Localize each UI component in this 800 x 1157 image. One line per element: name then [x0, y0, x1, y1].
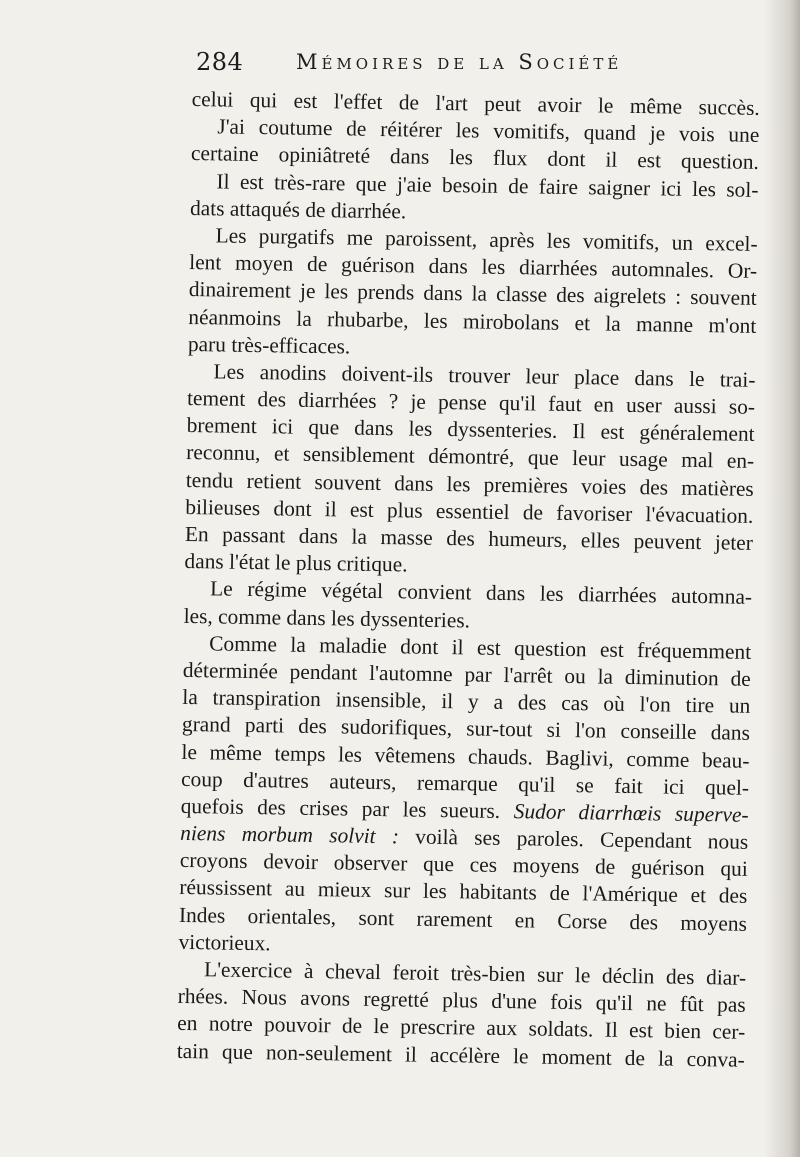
line-text: L'exercice à cheval feroit très-bien sur le déclin des diar-	[203, 957, 747, 990]
line-text: bilieuses dont il est plus essentiel de favoriser l'évacuation.	[185, 494, 754, 528]
line-text: tain que non-seulement il accélère le moment de la conva-	[176, 1038, 745, 1072]
line-text: J'ai coutume de réitérer les vomitifs, quand je vois une	[217, 114, 760, 148]
line-text: quefois des crises par les sueurs.	[180, 793, 514, 824]
body-text	[177, 86, 760, 1074]
line-text: tement des diarrhées ? je pense qu'il faut en user aussi so-	[186, 386, 756, 419]
line-text: le même temps les vêtemens chauds. Baglivi, comme beau-	[181, 739, 750, 773]
line-text: Indes orientales, sont rarement en Corse des moyens	[178, 902, 748, 936]
line-text: brement ici que dans les dyssenteries. Il est généralement	[186, 413, 755, 447]
running-title: Mémoires de la Société	[296, 50, 623, 74]
line-text: tendu retient souvent dans les premières voies des matières	[185, 467, 754, 501]
line-text: dinairement je les prends dans la classe des aigrelets : souvent	[188, 277, 757, 311]
line-text: les, comme dans les dyssenteries.	[183, 603, 471, 632]
line-text: celui qui est l'effet de l'art peut avoir le même succès.	[191, 86, 760, 120]
line-text: dans l'état le plus critique.	[184, 549, 408, 577]
line-text: reconnu, et sensiblement démontré, que leur usage mal en-	[186, 440, 755, 474]
line-text: déterminée pendant l'automne par l'arrêt ou la diminution de	[182, 657, 751, 691]
line-text: Comme la maladie dont il est question est fréquemment	[209, 631, 752, 664]
line-text: en notre pouvoir de le prescrire aux soldats. Il est bien cer-	[177, 1011, 746, 1045]
latin-quotation: Sudor diarrhœis superve-	[513, 799, 749, 827]
line-text: lent moyen de guérison dans les diarrhées automnales. Or-	[189, 250, 758, 284]
line-text: réussissent au mieux sur les habitants de l'Amérique et des	[179, 875, 748, 909]
line-text: Il est très-rare que j'aie besoin de faire saigner ici les sol-	[216, 168, 759, 202]
line-text: coup d'autres auteurs, remarque qu'il se fait ici quel-	[180, 766, 750, 800]
line-text: Les purgatifs me paroissent, après les vomitifs, un excel-	[215, 223, 758, 256]
line-text: rhées. Nous avons regretté plus d'une fois qu'il ne fût pas	[177, 984, 746, 1017]
page-edge-shadow	[764, 0, 800, 1157]
line-text: Les anodins doivent-ils trouver leur place dans le trai-	[213, 359, 756, 392]
line-text: Le régime végétal convient dans les diarrhées automna-	[209, 576, 753, 610]
line-text: la transpiration insensible, il y a des cas où l'on tire un	[182, 685, 751, 718]
line-text: paru très-efficaces.	[187, 331, 351, 359]
line-text: En passant dans la masse des humeurs, elles peuvent jeter	[184, 521, 754, 555]
line-text: victorieux.	[178, 929, 271, 956]
page-number: 284	[196, 48, 244, 76]
line-text: voilà ses paroles. Cependant nous	[398, 824, 749, 854]
line-text: certaine opiniâtreté dans les flux dont il est question.	[190, 141, 760, 175]
line-text: dats attaqués de diarrhée.	[189, 195, 407, 224]
line-text: grand parti des sudorifiques, sur-tout si l'on conseille dans	[181, 712, 751, 746]
line-text: néanmoins la rhubarbe, les mirobolans et la manne m'ont	[188, 304, 757, 338]
line-text: croyons devoir observer que ces moyens de guérison qui	[179, 848, 748, 882]
latin-quotation: niens morbum solvit :	[180, 820, 400, 849]
running-head	[196, 48, 676, 82]
